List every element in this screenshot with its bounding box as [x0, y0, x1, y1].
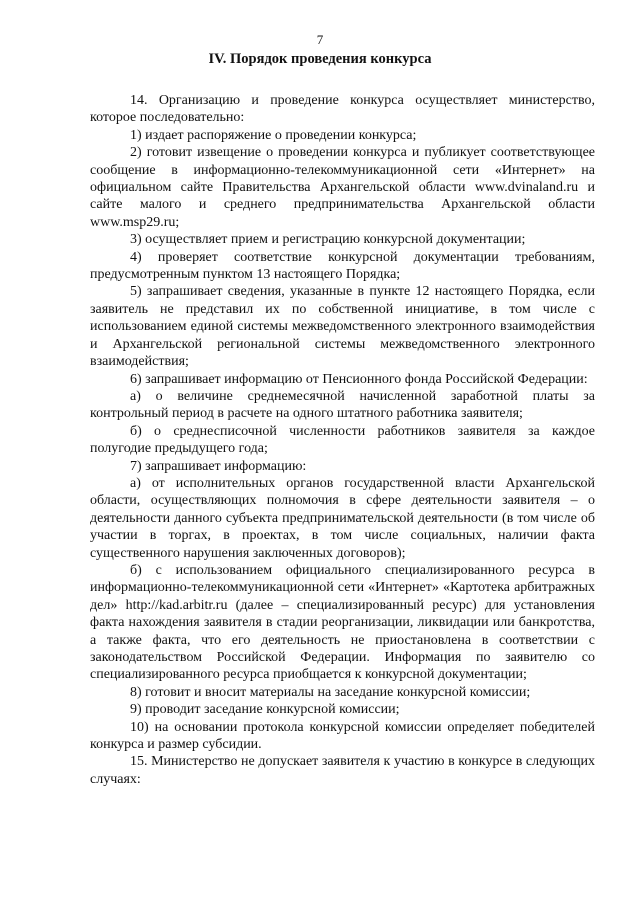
paragraph-14-intro: 14. Организацию и проведение конкурса осуществляет министерство, которое последовательно:: [90, 93, 595, 126]
paragraph-item-7a: а) от исполнительных органов государственной власти Архангельской области, осуществляющих полномочия в сфере деятельности заявителя – о деятельности данного субъекта предпринимательской деятельности (в том числе об участии в торгах, в проектах, в том числе социальных, наличии факта существенного нарушения заключенных договоров);: [90, 475, 595, 561]
paragraph-item-8: 8) готовит и вносит материалы на заседание конкурсной комиссии;: [130, 684, 531, 700]
paragraph-item-6: 6) запрашивает информацию от Пенсионного фонда Российской Федерации:: [130, 371, 588, 387]
paragraph-item-10: 10) на основании протокола конкурсной комиссии определяет победителей конкурса и размер субсидии.: [90, 719, 595, 753]
paragraph-item-3: 3) осуществляет прием и регистрацию конкурсной документации;: [130, 232, 526, 248]
paragraph-item-7b: б) с использованием официального специализированного ресурса в информационно-телекоммуникационной сети «Интернет» «Картотека арбитражных дел» http://kad.arbitr.ru (далее – специализированный ресурс) для установления факта нахождения заявителя в стадии реорганизации, ликвидации или банкротства, а также факта, что его деятельность не приостановлена в соответствии с законодательством Российской Федерации. Информация по заявителю со специализированного ресурса приобщается к конкурсной документации;: [90, 562, 595, 683]
paragraph-item-9: 9) проводит заседание конкурсной комиссии;: [130, 702, 400, 718]
document-body: [90, 92, 595, 788]
paragraph-item-2: 2) готовит извещение о проведении конкурса и публикует соответствующее сообщение в информационно-телекоммуникационной сети «Интернет» на официальном сайте Правительства Архангельской области www.dvinaland.ru и сайте малого и среднего предпринимательства Архангельской области www.msp29.ru;: [90, 145, 595, 230]
paragraph-item-1: 1) издает распоряжение о проведении конкурса;: [130, 127, 417, 143]
paragraph-item-6a: а) о величине среднемесячной начисленной заработной платы за контрольный период в расчете на одного штатного работника заявителя;: [90, 388, 595, 422]
section-title: IV. Порядок проведения конкурса: [208, 51, 432, 67]
paragraph-item-7: 7) запрашивает информацию:: [130, 458, 307, 474]
paragraph-item-4: 4) проверяет соответствие конкурсной документации требованиям, предусмотренным пунктом 13 настоящего Порядка;: [90, 249, 595, 283]
paragraph-item-6b: б) о среднесписочной численности работников заявителя за каждое полугодие предыдущего года;: [90, 423, 595, 457]
paragraph-15-intro: 15. Министерство не допускает заявителя к участию в конкурсе в следующих случаях:: [90, 754, 595, 787]
paragraph-item-5: 5) запрашивает сведения, указанные в пункте 12 настоящего Порядка, если заявитель не представил их по собственной инициативе, в том числе с использованием единой системы межведомственного электронного взаимодействия и Архангельской региональной системы межведомственного электронного взаимодействия;: [90, 284, 595, 370]
page-number: 7: [316, 32, 324, 47]
